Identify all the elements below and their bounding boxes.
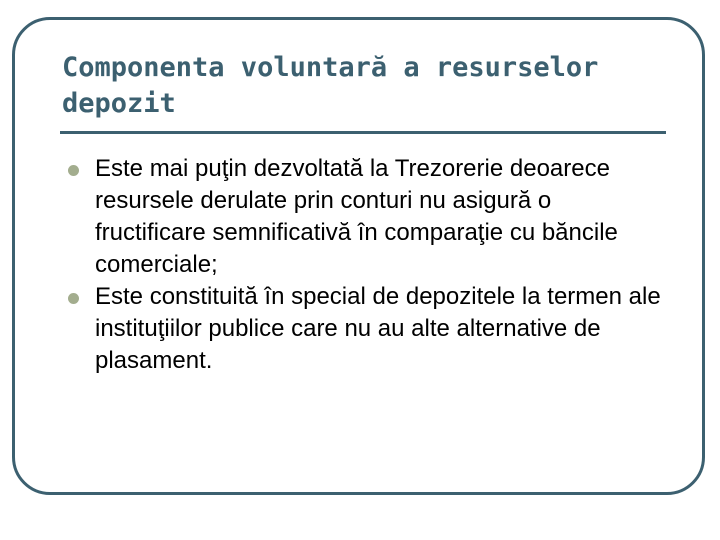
bullet-list [68,153,668,377]
bullet-dot-icon [68,293,79,304]
title-divider [60,131,666,134]
bullet-text: Este mai puţin dezvoltată la Trezorerie deoarece resursele derulate prin conturi nu asigură o fructificare semnificativă în comparaţie cu băncile comerciale; [95,155,618,278]
bullet-item [68,153,668,281]
bullet-item [68,281,668,377]
slide-title: Componenta voluntară a resurselor depozit [62,52,599,119]
bullet-text: Este constituită în special de depozitele la termen ale instituţiilor publice care nu au alte alternative de plasament. [95,283,661,374]
bullet-dot-icon [68,165,79,176]
